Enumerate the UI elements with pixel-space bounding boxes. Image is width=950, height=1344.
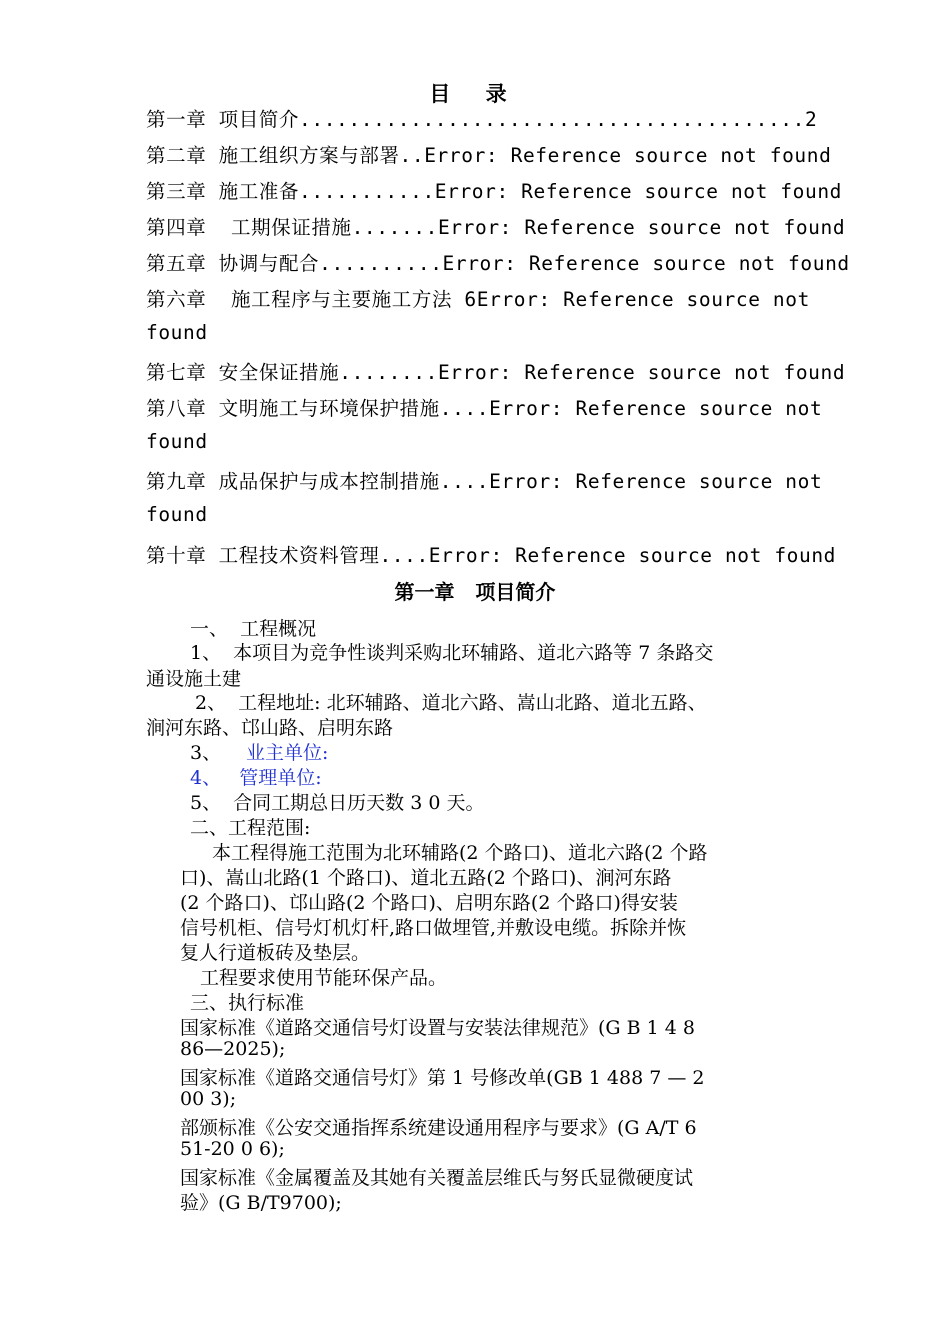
toc-line-6[interactable]: 第六章 施工程序与主要施工方法 6Error: Reference source not	[146, 288, 810, 311]
standard-line: 51-20 0 6);	[180, 1138, 285, 1160]
toc-title: 目 录	[429, 81, 521, 106]
paragraph-line: 信号机柜、信号灯机灯杆,路口做埋管,并敷设电缆。拆除并恢	[180, 917, 687, 939]
paragraph-line: 涧河东路、邙山路、启明东路	[146, 717, 394, 739]
standard-line: 86—2025);	[180, 1038, 286, 1060]
toc-line-6-cont[interactable]: found	[146, 321, 208, 344]
paragraph-line: (2 个路口)、邙山路(2 个路口)、启明东路(2 个路口)得安装	[180, 892, 678, 914]
section-heading-standards: 三、执行标准	[190, 992, 305, 1014]
section-heading-scope: 二、工程范围:	[190, 817, 311, 839]
paragraph-line: 5、 合同工期总日历天数 3 0 天。	[190, 792, 485, 814]
paragraph-line: 口)、嵩山北路(1 个路口)、道北五路(2 个路口)、涧河东路	[180, 867, 672, 889]
standard-line: 国家标准《金属覆盖及其她有关覆盖层维氏与努氏显微硬度试	[180, 1167, 694, 1189]
toc-line-3[interactable]: 第三章 施工准备...........Error: Reference source not found	[146, 180, 842, 203]
toc-line-7[interactable]: 第七章 安全保证措施........Error: Reference source not found	[146, 361, 846, 384]
toc-line-9[interactable]: 第九章 成品保护与成本控制措施....Error: Reference source not	[146, 470, 823, 493]
toc-line-2[interactable]: 第二章 施工组织方案与部署..Error: Reference source not found	[146, 144, 832, 167]
toc-line-5[interactable]: 第五章 协调与配合..........Error: Reference source not found	[146, 252, 850, 275]
paragraph-line: 1、 本项目为竞争性谈判采购北环辅路、道北六路等 7 条路交	[190, 642, 714, 664]
management-unit-label: 4、 管理单位:	[190, 767, 322, 789]
toc-line-8-cont[interactable]: found	[146, 430, 208, 453]
paragraph-line: 工程要求使用节能环保产品。	[200, 967, 448, 989]
paragraph-line: 复人行道板砖及垫层。	[180, 942, 371, 964]
paragraph-line: 本工程得施工范围为北环辅路(2 个路口)、道北六路(2 个路	[212, 842, 708, 864]
section-heading-overview: 一、 工程概况	[190, 618, 317, 640]
paragraph-line: 通设施土建	[146, 668, 242, 690]
item-number: 3、	[190, 742, 222, 764]
standard-line: 国家标准《道路交通信号灯设置与安装法律规范》(G B 1 4 8	[180, 1017, 695, 1039]
toc-line-8[interactable]: 第八章 文明施工与环境保护措施....Error: Reference source not	[146, 397, 823, 420]
standard-line: 部颁标准《公安交通指挥系统建设通用程序与要求》(G A/T 6	[180, 1117, 697, 1139]
toc-line-4[interactable]: 第四章 工期保证措施.......Error: Reference source not found	[146, 216, 846, 239]
paragraph-line: 2、 工程地址: 北环辅路、道北六路、嵩山北路、道北五路、	[195, 692, 707, 714]
toc-line-9-cont[interactable]: found	[146, 503, 208, 526]
standard-line: 00 3);	[180, 1088, 237, 1110]
standard-line: 验》(G B/T9700);	[180, 1192, 342, 1214]
toc-line-10[interactable]: 第十章 工程技术资料管理....Error: Reference source not found	[146, 544, 837, 567]
chapter-1-title: 第一章 项目简介	[394, 580, 556, 604]
toc-line-1[interactable]: 第一章 项目简介.........................................2	[146, 108, 818, 131]
owner-unit-label: 业主单位:	[246, 742, 329, 764]
standard-line: 国家标准《道路交通信号灯》第 1 号修改单(GB 1 488 7 — 2	[180, 1067, 705, 1089]
